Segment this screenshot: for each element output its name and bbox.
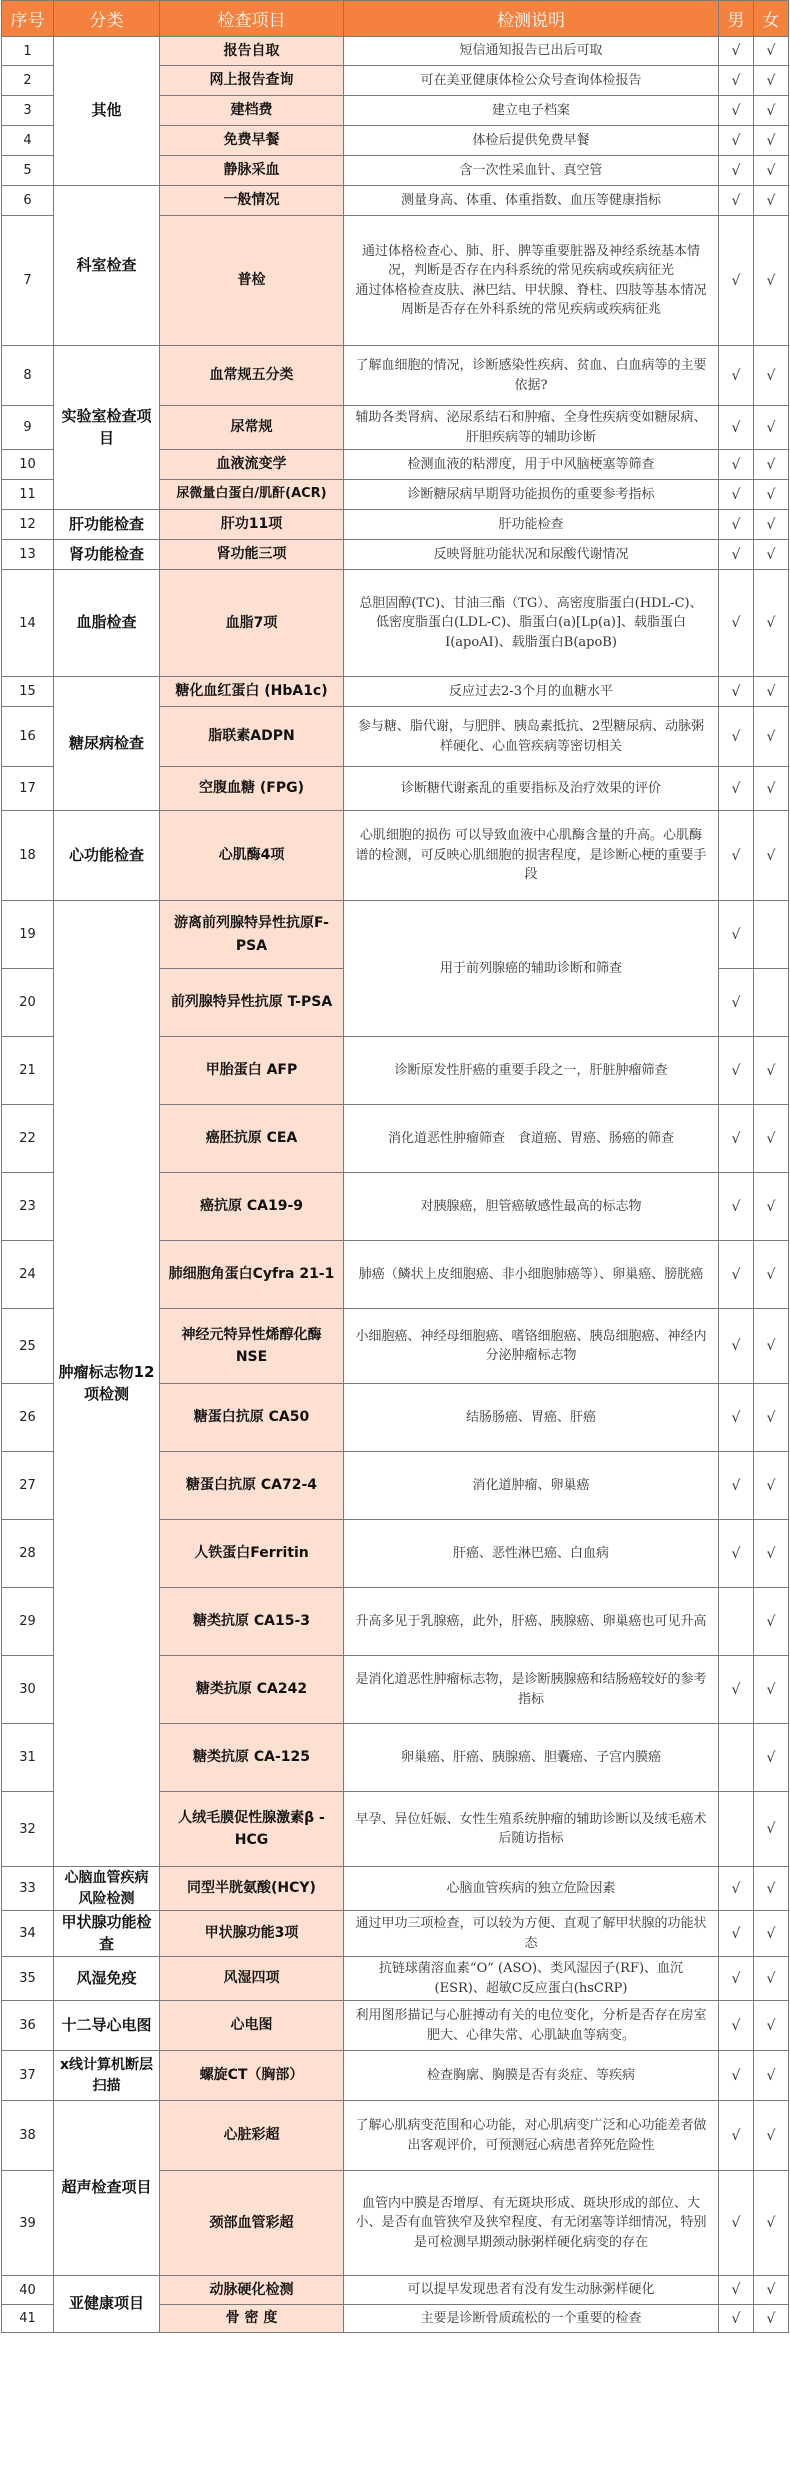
female-check: √ [754, 156, 789, 186]
item-desc: 反应过去2-3个月的血糖水平 [344, 677, 719, 707]
category-cell: 肿瘤标志物12项检测 [54, 901, 160, 1867]
item-name: 尿常规 [160, 406, 344, 450]
female-check: √ [754, 66, 789, 96]
female-check: √ [754, 186, 789, 216]
female-check: √ [754, 677, 789, 707]
table-row [2, 510, 789, 540]
table-row [2, 901, 789, 969]
female-check: √ [754, 2001, 789, 2051]
item-name: 癌抗原 CA19-9 [160, 1173, 344, 1241]
male-check: √ [719, 2051, 754, 2101]
female-check: √ [754, 510, 789, 540]
female-check: √ [754, 707, 789, 767]
item-name: 报告自取 [160, 37, 344, 66]
item-desc: 建立电子档案 [344, 96, 719, 126]
female-check: √ [754, 450, 789, 480]
female-check [754, 969, 789, 1037]
male-check: √ [719, 406, 754, 450]
male-check: √ [719, 2001, 754, 2051]
item-name: 静脉采血 [160, 156, 344, 186]
female-check [754, 901, 789, 969]
table-row [2, 1867, 789, 1911]
male-check: √ [719, 1911, 754, 1957]
male-check: √ [719, 540, 754, 570]
item-name: 骨 密 度 [160, 2305, 344, 2333]
item-desc: 是消化道恶性肿瘤标志物，是诊断胰腺癌和结肠癌较好的参考指标 [344, 1656, 719, 1724]
item-desc: 反映肾脏功能状况和尿酸代谢情况 [344, 540, 719, 570]
header-category: 分类 [54, 1, 160, 37]
item-desc: 早孕、异位妊娠、女性生殖系统肿瘤的辅助诊断以及绒毛癌术后随访指标 [344, 1792, 719, 1867]
item-name: 糖蛋白抗原 CA72-4 [160, 1452, 344, 1520]
female-check: √ [754, 2276, 789, 2305]
female-check: √ [754, 1724, 789, 1792]
male-check: √ [719, 1384, 754, 1452]
male-check: √ [719, 767, 754, 811]
male-check: √ [719, 707, 754, 767]
item-desc: 肝功能检查 [344, 510, 719, 540]
male-check: √ [719, 156, 754, 186]
item-desc: 检查胸廓、胸膜是否有炎症、等疾病 [344, 2051, 719, 2101]
item-desc: 结肠肠癌、胃癌、肝癌 [344, 1384, 719, 1452]
female-check: √ [754, 1792, 789, 1867]
item-name: 尿微量白蛋白/肌酐(ACR) [160, 480, 344, 510]
header-desc: 检测说明 [344, 1, 719, 37]
category-cell: 心功能检查 [54, 811, 160, 901]
row-no: 3 [2, 96, 54, 126]
item-desc: 参与糖、脂代谢，与肥胖、胰岛素抵抗、2型糖尿病、动脉粥样硬化、心血管疾病等密切相关 [344, 707, 719, 767]
female-check: √ [754, 126, 789, 156]
category-cell: 肝功能检查 [54, 510, 160, 540]
row-no: 30 [2, 1656, 54, 1724]
row-no: 7 [2, 216, 54, 346]
category-cell: 风湿免疫 [54, 1957, 160, 2001]
row-no: 20 [2, 969, 54, 1037]
table-row [2, 2051, 789, 2101]
item-desc: 消化道肿瘤、卵巢癌 [344, 1452, 719, 1520]
female-check: √ [754, 2051, 789, 2101]
category-cell: 糖尿病检查 [54, 677, 160, 811]
item-desc: 检测血液的粘滞度，用于中风脑梗塞等筛查 [344, 450, 719, 480]
item-desc: 诊断糖尿病早期肾功能损伤的重要参考指标 [344, 480, 719, 510]
category-cell: 十二导心电图 [54, 2001, 160, 2051]
item-desc: 抗链球菌溶血素“O” (ASO)、类风湿因子(RF)、血沉(ESR)、超敏C反应蛋白(hsCRP) [344, 1957, 719, 2001]
male-check: √ [719, 480, 754, 510]
item-desc: 肺癌（鳞状上皮细胞癌、非小细胞肺癌等）、卵巢癌、膀胱癌 [344, 1241, 719, 1309]
row-no: 24 [2, 1241, 54, 1309]
item-name: 肾功能三项 [160, 540, 344, 570]
male-check: √ [719, 2101, 754, 2171]
table-row [2, 1911, 789, 1957]
item-name: 糖化血红蛋白 (HbA1c) [160, 677, 344, 707]
item-desc: 短信通知报告已出后可取 [344, 37, 719, 66]
item-desc: 诊断糖代谢紊乱的重要指标及治疗效果的评价 [344, 767, 719, 811]
item-desc: 测量身高、体重、体重指数、血压等健康指标 [344, 186, 719, 216]
item-desc: 可在美亚健康体检公众号查询体检报告 [344, 66, 719, 96]
male-check: √ [719, 1241, 754, 1309]
row-no: 33 [2, 1867, 54, 1911]
row-no: 26 [2, 1384, 54, 1452]
table-row [2, 540, 789, 570]
row-no: 22 [2, 1105, 54, 1173]
item-name: 甲胎蛋白 AFP [160, 1037, 344, 1105]
table-row [2, 2101, 789, 2171]
item-desc: 体检后提供免费早餐 [344, 126, 719, 156]
checkup-table [1, 0, 789, 2333]
female-check: √ [754, 1037, 789, 1105]
row-no: 10 [2, 450, 54, 480]
item-name: 一般情况 [160, 186, 344, 216]
row-no: 2 [2, 66, 54, 96]
row-no: 15 [2, 677, 54, 707]
female-check: √ [754, 216, 789, 346]
male-check: √ [719, 2276, 754, 2305]
item-name: 糖类抗原 CA-125 [160, 1724, 344, 1792]
item-name: 神经元特异性烯醇化酶 NSE [160, 1309, 344, 1384]
category-cell: 其他 [54, 37, 160, 186]
item-name: 网上报告查询 [160, 66, 344, 96]
item-desc: 辅助各类肾病、泌尿系结石和肿瘤、全身性疾病变如糖尿病、肝胆疾病等的辅助诊断 [344, 406, 719, 450]
female-check: √ [754, 1588, 789, 1656]
female-check: √ [754, 346, 789, 406]
row-no: 21 [2, 1037, 54, 1105]
item-name: 血液流变学 [160, 450, 344, 480]
row-no: 29 [2, 1588, 54, 1656]
table-row [2, 186, 789, 216]
row-no: 19 [2, 901, 54, 969]
table-header [2, 1, 789, 37]
item-name: 心脏彩超 [160, 2101, 344, 2171]
male-check: √ [719, 2171, 754, 2276]
category-cell: 亚健康项目 [54, 2276, 160, 2333]
row-no: 6 [2, 186, 54, 216]
row-no: 32 [2, 1792, 54, 1867]
female-check: √ [754, 2171, 789, 2276]
row-no: 11 [2, 480, 54, 510]
female-check: √ [754, 570, 789, 677]
row-no: 38 [2, 2101, 54, 2171]
female-check: √ [754, 2101, 789, 2171]
female-check: √ [754, 96, 789, 126]
row-no: 25 [2, 1309, 54, 1384]
category-cell: 超声检查项目 [54, 2101, 160, 2276]
item-name: 肝功11项 [160, 510, 344, 540]
item-desc: 了解心肌病变范围和心功能，对心肌病变广泛和心功能差者做出客观评价，可预测冠心病患者猝死危险性 [344, 2101, 719, 2171]
male-check: √ [719, 901, 754, 969]
item-name: 空腹血糖 (FPG) [160, 767, 344, 811]
row-no: 12 [2, 510, 54, 540]
category-cell: x线计算机断层扫描 [54, 2051, 160, 2101]
category-cell: 科室检查 [54, 186, 160, 346]
row-no: 31 [2, 1724, 54, 1792]
item-desc: 卵巢癌、肝癌、胰腺癌、胆囊癌、子宫内膜癌 [344, 1724, 719, 1792]
item-desc: 通过甲功三项检查，可以较为方便、直观了解甲状腺的功能状态 [344, 1911, 719, 1957]
row-no: 37 [2, 2051, 54, 2101]
male-check [719, 1724, 754, 1792]
female-check: √ [754, 1911, 789, 1957]
item-desc: 心肌细胞的损伤 可以导致血液中心肌酶含量的升高。心肌酶谱的检测，可反映心肌细胞的损害程度，是诊断心梗的重要手段 [344, 811, 719, 901]
item-name: 癌胚抗原 CEA [160, 1105, 344, 1173]
row-no: 18 [2, 811, 54, 901]
male-check: √ [719, 216, 754, 346]
item-name: 糖类抗原 CA15-3 [160, 1588, 344, 1656]
item-desc: 主要是诊断骨质疏松的一个重要的检查 [344, 2305, 719, 2333]
row-no: 4 [2, 126, 54, 156]
item-name: 颈部血管彩超 [160, 2171, 344, 2276]
item-name: 普检 [160, 216, 344, 346]
category-cell: 心脑血管疾病风险检测 [54, 1867, 160, 1911]
item-desc: 消化道恶性肿瘤筛查 食道癌、胃癌、肠癌的筛查 [344, 1105, 719, 1173]
female-check: √ [754, 1173, 789, 1241]
item-name: 脂联素ADPN [160, 707, 344, 767]
item-name: 风湿四项 [160, 1957, 344, 2001]
category-cell: 实验室检查项目 [54, 346, 160, 510]
item-name: 肺细胞角蛋白Cyfra 21-1 [160, 1241, 344, 1309]
male-check: √ [719, 1452, 754, 1520]
female-check: √ [754, 1957, 789, 2001]
male-check: √ [719, 1309, 754, 1384]
item-desc: 通过体格检查心、肺、肝、脾等重要脏器及神经系统基本情况，判断是否存在内科系统的常见疾病或疾病征光 通过体格检查皮肤、淋巴结、甲状腺、脊柱、四肢等基本情况周断是否存在外科系统的常见疾病或疾病征兆 [344, 216, 719, 346]
item-name: 心电图 [160, 2001, 344, 2051]
male-check [719, 1588, 754, 1656]
item-name: 人铁蛋白Ferritin [160, 1520, 344, 1588]
female-check: √ [754, 37, 789, 66]
female-check: √ [754, 480, 789, 510]
header-no: 序号 [2, 1, 54, 37]
row-no: 41 [2, 2305, 54, 2333]
row-no: 5 [2, 156, 54, 186]
male-check: √ [719, 1656, 754, 1724]
female-check: √ [754, 1309, 789, 1384]
male-check: √ [719, 1520, 754, 1588]
category-cell: 血脂检查 [54, 570, 160, 677]
row-no: 34 [2, 1911, 54, 1957]
table-row [2, 677, 789, 707]
item-name: 血常规五分类 [160, 346, 344, 406]
male-check: √ [719, 811, 754, 901]
item-desc: 肝癌、恶性淋巴癌、白血病 [344, 1520, 719, 1588]
row-no: 35 [2, 1957, 54, 2001]
female-check: √ [754, 540, 789, 570]
item-name: 心肌酶4项 [160, 811, 344, 901]
item-name: 前列腺特异性抗原 T-PSA [160, 969, 344, 1037]
item-name: 血脂7项 [160, 570, 344, 677]
male-check: √ [719, 96, 754, 126]
category-cell: 甲状腺功能检查 [54, 1911, 160, 1957]
male-check: √ [719, 1867, 754, 1911]
table-row [2, 1957, 789, 2001]
table-row [2, 37, 789, 66]
item-desc: 诊断原发性肝癌的重要手段之一，肝脏肿瘤筛查 [344, 1037, 719, 1105]
item-name: 免费早餐 [160, 126, 344, 156]
table-row [2, 811, 789, 901]
table-row [2, 2276, 789, 2305]
item-desc: 心脑血管疾病的独立危险因素 [344, 1867, 719, 1911]
female-check: √ [754, 811, 789, 901]
male-check: √ [719, 1173, 754, 1241]
row-no: 23 [2, 1173, 54, 1241]
item-name: 动脉硬化检测 [160, 2276, 344, 2305]
row-no: 13 [2, 540, 54, 570]
item-desc: 总胆固醇(TC)、甘油三酯（TG）、高密度脂蛋白(HDL-C)、低密度脂蛋白(LDL-C)、脂蛋白(a)[Lp(a)]、载脂蛋白Ⅰ(apoAⅠ)、载脂蛋白B(apoB) [344, 570, 719, 677]
header-item: 检查项目 [160, 1, 344, 37]
item-desc: 对胰腺癌，胆管癌敏感性最高的标志物 [344, 1173, 719, 1241]
row-no: 14 [2, 570, 54, 677]
header-female: 女 [754, 1, 789, 37]
male-check: √ [719, 570, 754, 677]
female-check: √ [754, 1241, 789, 1309]
male-check: √ [719, 677, 754, 707]
item-name: 人绒毛膜促性腺激素β -HCG [160, 1792, 344, 1867]
male-check: √ [719, 1957, 754, 2001]
row-no: 1 [2, 37, 54, 66]
item-desc: 用于前列腺癌的辅助诊断和筛查 [344, 901, 719, 1037]
item-desc: 利用图形描记与心脏搏动有关的电位变化，分析是否存在房室肥大、心律失常、心肌缺血等病变。 [344, 2001, 719, 2051]
table-row [2, 2001, 789, 2051]
item-desc: 可以提早发现患者有没有发生动脉粥样硬化 [344, 2276, 719, 2305]
male-check: √ [719, 450, 754, 480]
row-no: 36 [2, 2001, 54, 2051]
item-name: 同型半胱氨酸(HCY) [160, 1867, 344, 1911]
item-desc: 小细胞癌、神经母细胞癌、嗜铬细胞癌、胰岛细胞癌、神经内分泌肿瘤标志物 [344, 1309, 719, 1384]
item-name: 建档费 [160, 96, 344, 126]
female-check: √ [754, 1520, 789, 1588]
female-check: √ [754, 1656, 789, 1724]
male-check [719, 1792, 754, 1867]
male-check: √ [719, 66, 754, 96]
row-no: 8 [2, 346, 54, 406]
male-check: √ [719, 969, 754, 1037]
item-desc: 了解血细胞的情况，诊断感染性疾病、贫血、白血病等的主要依据? [344, 346, 719, 406]
female-check: √ [754, 1867, 789, 1911]
category-cell: 肾功能检查 [54, 540, 160, 570]
male-check: √ [719, 510, 754, 540]
male-check: √ [719, 1105, 754, 1173]
item-desc: 含一次性采血针、真空管 [344, 156, 719, 186]
row-no: 40 [2, 2276, 54, 2305]
female-check: √ [754, 767, 789, 811]
row-no: 9 [2, 406, 54, 450]
male-check: √ [719, 1037, 754, 1105]
header-male: 男 [719, 1, 754, 37]
table-row [2, 346, 789, 406]
male-check: √ [719, 37, 754, 66]
table-row [2, 570, 789, 677]
female-check: √ [754, 2305, 789, 2333]
row-no: 17 [2, 767, 54, 811]
row-no: 27 [2, 1452, 54, 1520]
item-desc: 升高多见于乳腺癌，此外，肝癌、胰腺癌、卵巢癌也可见升高 [344, 1588, 719, 1656]
female-check: √ [754, 406, 789, 450]
row-no: 28 [2, 1520, 54, 1588]
item-name: 糖类抗原 CA242 [160, 1656, 344, 1724]
item-name: 糖蛋白抗原 CA50 [160, 1384, 344, 1452]
male-check: √ [719, 2305, 754, 2333]
row-no: 39 [2, 2171, 54, 2276]
row-no: 16 [2, 707, 54, 767]
item-name: 螺旋CT（胸部） [160, 2051, 344, 2101]
item-name: 游离前列腺特异性抗原F-PSA [160, 901, 344, 969]
item-name: 甲状腺功能3项 [160, 1911, 344, 1957]
item-desc: 血管内中膜是否增厚、有无斑块形成、斑块形成的部位、大小、是否有血管狭窄及狭窄程度、有无闭塞等详细情况，特别是可检测早期颈动脉粥样硬化病变的存在 [344, 2171, 719, 2276]
female-check: √ [754, 1452, 789, 1520]
female-check: √ [754, 1105, 789, 1173]
female-check: √ [754, 1384, 789, 1452]
male-check: √ [719, 186, 754, 216]
male-check: √ [719, 126, 754, 156]
male-check: √ [719, 346, 754, 406]
